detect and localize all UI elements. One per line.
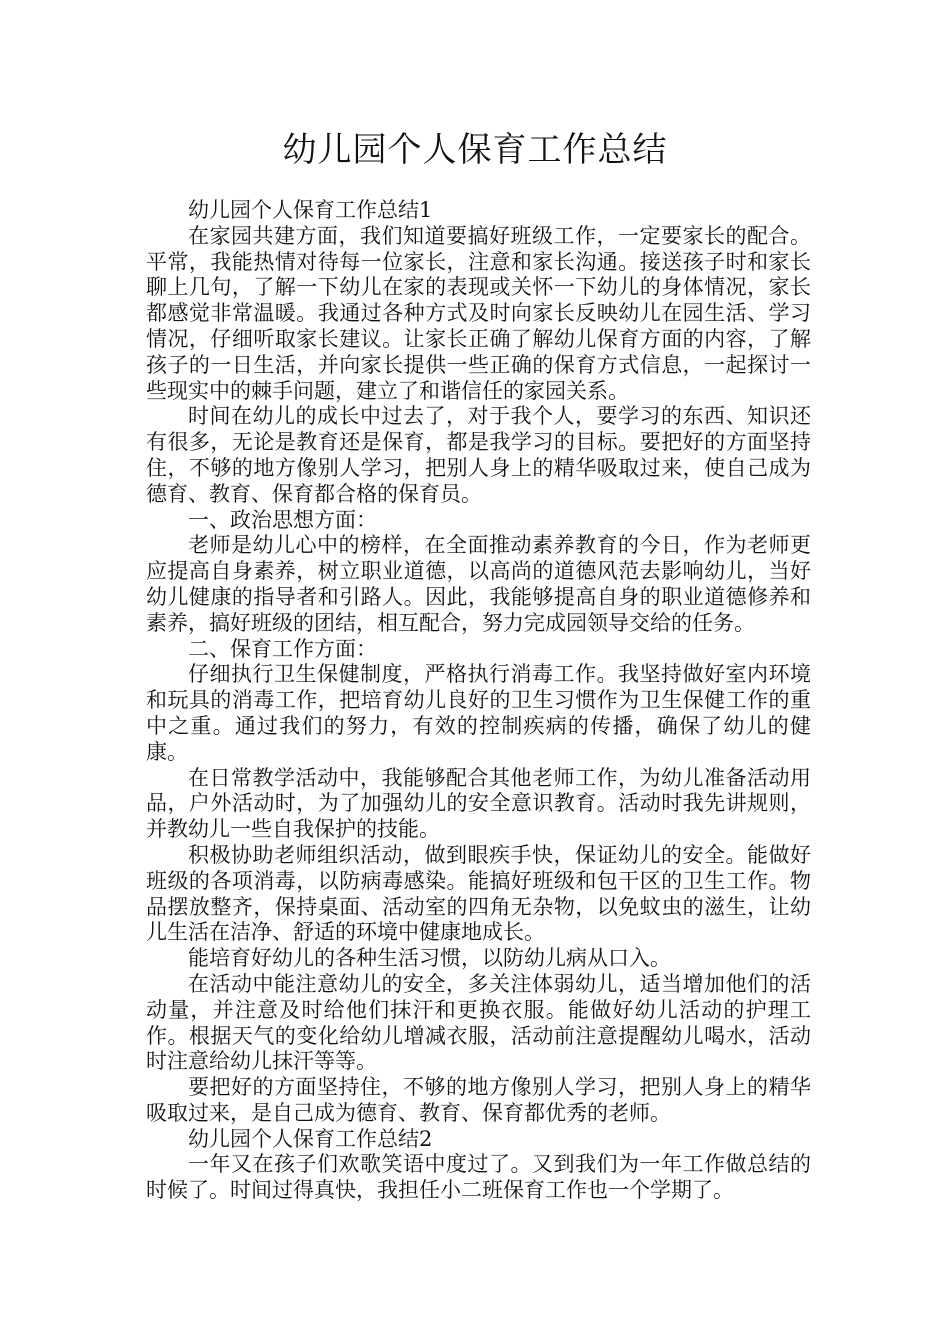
paragraph: 一年又在孩子们欢歌笑语中度过了。又到我们为一年工作做总结的时候了。时间过得真快，我担任小二班保育工作也一个学期了。 [146, 1152, 811, 1203]
paragraph: 要把好的方面坚持住，不够的地方像别人学习，把别人身上的精华吸取过来，是自己成为德育、教育、保育都优秀的老师。 [146, 1075, 811, 1125]
paragraph-section-heading-1: 幼儿园个人保育工作总结1 [188, 198, 433, 222]
paragraph: 在家园共建方面，我们知道要搞好班级工作，一定要家长的配合。平常，我能热情对待每一位家长，注意和家长沟通。接送孩子时和家长聊上几句，了解一下幼儿在家的表现或关怀一下幼儿的身体情况，家长都感觉非常温暖。我通过各种方式及时向家长反映幼儿在园生活、学习情况，仔细听取家长建议。让家长正确了解幼儿保育方面的内容，了解孩子的一日生活，并向家长提供一些正确的保育方式信息，一起探讨一些现实中的棘手问题，建立了和谐信任的家园关系。 [146, 223, 811, 403]
paragraph: 在日常教学活动中，我能够配合其他老师工作，为幼儿准备活动用品，户外活动时，为了加强幼儿的安全意识教育。活动时我先讲规则，并教幼儿一些自我保护的技能。 [146, 765, 811, 842]
paragraph-subheading: 一、政治思想方面： [188, 507, 377, 532]
paragraph: 在活动中能注意幼儿的安全，多关注体弱幼儿，适当增加他们的活动量，并注意及时给他们抹汗和更换衣服。能做好幼儿活动的护理工作。根据天气的变化给幼儿增减衣服，活动前注意提醒幼儿喝水，活动时注意给幼儿抹汗等等。 [146, 971, 811, 1074]
document-body [146, 198, 811, 1204]
paragraph-section-heading-2: 幼儿园个人保育工作总结2 [188, 1126, 433, 1151]
paragraph-subheading: 二、保育工作方面： [188, 636, 377, 661]
paragraph: 老师是幼儿心中的榜样，在全面推动素养教育的今日，作为老师更应提高自身素养，树立职业道德，以高尚的道德风范去影响幼儿，当好幼儿健康的指导者和引路人。因此，我能够提高自身的职业道德修养和素养，搞好班级的团结，相互配合，努力完成园领导交给的任务。 [146, 533, 811, 635]
document-title: 幼儿园个人保育工作总结 [282, 130, 668, 170]
paragraph: 积极协助老师组织活动，做到眼疾手快，保证幼儿的安全。能做好班级的各项消毒，以防病毒感染。能搞好班级和包干区的卫生工作。物品摆放整齐，保持桌面、活动室的四角无杂物，以免蚊虫的滋生，让幼儿生活在洁净、舒适的环境中健康地成长。 [146, 842, 811, 945]
paragraph: 能培育好幼儿的各种生活习惯，以防幼儿病从口入。 [188, 946, 671, 971]
paragraph: 仔细执行卫生保健制度，严格执行消毒工作。我坚持做好室内环境和玩具的消毒工作，把培育幼儿良好的卫生习惯作为卫生保健工作的重中之重。通过我们的努力，有效的控制疾病的传播，确保了幼儿的健康。 [146, 662, 811, 764]
paragraph: 时间在幼儿的成长中过去了，对于我个人，要学习的东西、知识还有很多，无论是教育还是保育，都是我学习的目标。要把好的方面坚持住，不够的地方像别人学习，把别人身上的精华吸取过来，使自己成为德育、教育、保育都合格的保育员。 [146, 404, 811, 506]
